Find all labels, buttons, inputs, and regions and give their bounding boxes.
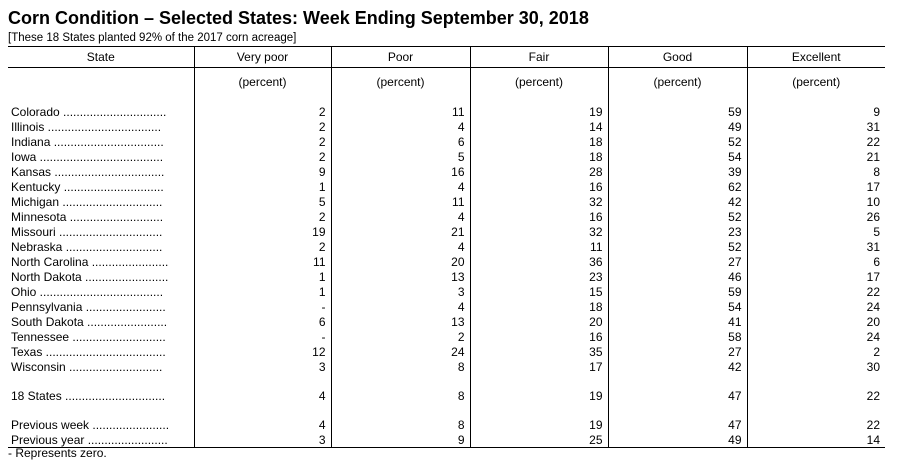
cell-very-poor: 9 (194, 164, 331, 179)
cell-fair: 28 (470, 164, 608, 179)
cell-very-poor: 1 (194, 179, 331, 194)
cell-very-poor: 2 (194, 149, 331, 164)
state-name: Kansas ................................. (11, 164, 165, 179)
state-name: Nebraska ............................. (11, 239, 163, 254)
table-row (8, 284, 885, 299)
cell-very-poor: 1 (194, 284, 331, 299)
cell-excellent: 14 (747, 432, 885, 448)
cell-good: 49 (608, 119, 747, 134)
state-name: Missouri ............................... (11, 224, 163, 239)
state-name: 18 States .............................. (11, 388, 166, 403)
table-row (8, 269, 885, 284)
cell-poor: 13 (331, 314, 470, 329)
cell-good: 47 (608, 388, 747, 403)
cell-poor: 11 (331, 194, 470, 209)
table-row (8, 164, 885, 179)
cell-good: 54 (608, 299, 747, 314)
cell-good: 59 (608, 284, 747, 299)
state-name: North Carolina ....................... (11, 254, 169, 269)
table-row (8, 314, 885, 329)
cell-very-poor: 1 (194, 269, 331, 284)
cell-good: 52 (608, 134, 747, 149)
cell-very-poor: - (194, 299, 331, 314)
state-name: Indiana ................................. (11, 134, 164, 149)
cell-very-poor: 6 (194, 314, 331, 329)
cell-good: 42 (608, 194, 747, 209)
cell-very-poor: 12 (194, 344, 331, 359)
cell-excellent: 9 (747, 104, 885, 119)
cell-poor: 2 (331, 329, 470, 344)
units-row (8, 68, 885, 97)
cell-good: 39 (608, 164, 747, 179)
cell-excellent: 22 (747, 417, 885, 432)
cell-poor: 4 (331, 299, 470, 314)
cell-good: 52 (608, 209, 747, 224)
cell-very-poor: 2 (194, 134, 331, 149)
table-row (8, 224, 885, 239)
spacer-row (8, 403, 885, 417)
cell-excellent: 6 (747, 254, 885, 269)
corn-condition-table (8, 46, 885, 448)
table-row (8, 329, 885, 344)
column-header-state: State (8, 47, 194, 68)
cell-very-poor: 3 (194, 432, 331, 448)
cell-excellent: 31 (747, 119, 885, 134)
table-row (8, 149, 885, 164)
table-row (8, 299, 885, 314)
table-row (8, 119, 885, 134)
cell-good: 52 (608, 239, 747, 254)
cell-poor: 16 (331, 164, 470, 179)
state-name: Minnesota ............................ (11, 209, 164, 224)
cell-very-poor: 4 (194, 417, 331, 432)
footnote: - Represents zero. (8, 446, 107, 460)
unit-label: (percent) (331, 68, 470, 97)
cell-excellent: 10 (747, 194, 885, 209)
cell-fair: 25 (470, 432, 608, 448)
cell-excellent: 17 (747, 269, 885, 284)
cell-poor: 9 (331, 432, 470, 448)
table-title: Corn Condition – Selected States: Week Ending September 30, 2018 (8, 8, 589, 28)
cell-fair: 18 (470, 134, 608, 149)
cell-fair: 16 (470, 179, 608, 194)
cell-excellent: 22 (747, 134, 885, 149)
cell-good: 46 (608, 269, 747, 284)
cell-excellent: 20 (747, 314, 885, 329)
cell-good: 27 (608, 254, 747, 269)
spacer-row (8, 374, 885, 388)
unit-label: (percent) (470, 68, 608, 97)
previous-year-row (8, 432, 885, 448)
table-row (8, 179, 885, 194)
column-header-fair: Fair (470, 47, 608, 68)
state-name: Previous week ....................... (11, 417, 170, 432)
state-name: Tennessee ............................ (11, 329, 166, 344)
cell-fair: 32 (470, 194, 608, 209)
cell-fair: 32 (470, 224, 608, 239)
cell-poor: 4 (331, 179, 470, 194)
state-name: Wisconsin ............................ (11, 359, 163, 374)
cell-excellent: 22 (747, 388, 885, 403)
cell-good: 47 (608, 417, 747, 432)
state-name: Previous year ........................ (8, 432, 194, 448)
table-subtitle: [These 18 States planted 92% of the 2017 corn acreage] (8, 32, 297, 44)
cell-excellent: 26 (747, 209, 885, 224)
state-name: Colorado ............................... (11, 104, 167, 119)
cell-fair: 19 (470, 388, 608, 403)
column-header-poor: Poor (331, 47, 470, 68)
state-name: Michigan .............................. (11, 194, 163, 209)
cell-very-poor: 2 (194, 104, 331, 119)
table-row (8, 134, 885, 149)
cell-excellent: 2 (747, 344, 885, 359)
cell-poor: 8 (331, 359, 470, 374)
cell-fair: 19 (470, 104, 608, 119)
cell-poor: 6 (331, 134, 470, 149)
cell-excellent: 8 (747, 164, 885, 179)
header-row (8, 47, 885, 68)
state-name: Iowa ..................................... (11, 149, 164, 164)
state-name: Pennsylvania ........................ (11, 299, 166, 314)
cell-fair: 20 (470, 314, 608, 329)
cell-very-poor: 19 (194, 224, 331, 239)
cell-poor: 24 (331, 344, 470, 359)
table-row (8, 254, 885, 269)
cell-excellent: 22 (747, 284, 885, 299)
cell-very-poor: 4 (194, 388, 331, 403)
state-name: North Dakota ......................... (11, 269, 169, 284)
cell-good: 54 (608, 149, 747, 164)
total-row (8, 388, 885, 403)
cell-fair: 19 (470, 417, 608, 432)
table-row (8, 194, 885, 209)
cell-excellent: 30 (747, 359, 885, 374)
cell-excellent: 21 (747, 149, 885, 164)
cell-poor: 3 (331, 284, 470, 299)
cell-good: 41 (608, 314, 747, 329)
state-name: South Dakota ........................ (11, 314, 168, 329)
cell-excellent: 24 (747, 299, 885, 314)
state-name: Ohio ..................................... (11, 284, 164, 299)
cell-good: 27 (608, 344, 747, 359)
table-row (8, 239, 885, 254)
cell-poor: 5 (331, 149, 470, 164)
state-name: Kentucky .............................. (11, 179, 164, 194)
cell-excellent: 31 (747, 239, 885, 254)
cell-very-poor: - (194, 329, 331, 344)
unit-label: (percent) (608, 68, 747, 97)
table-row (8, 209, 885, 224)
column-header-very-poor: Very poor (194, 47, 331, 68)
cell-poor: 4 (331, 239, 470, 254)
cell-good: 23 (608, 224, 747, 239)
column-header-good: Good (608, 47, 747, 68)
cell-fair: 16 (470, 329, 608, 344)
table-row (8, 359, 885, 374)
unit-label: (percent) (747, 68, 885, 97)
cell-good: 58 (608, 329, 747, 344)
cell-fair: 18 (470, 149, 608, 164)
cell-very-poor: 5 (194, 194, 331, 209)
cell-fair: 36 (470, 254, 608, 269)
cell-fair: 11 (470, 239, 608, 254)
cell-good: 49 (608, 432, 747, 448)
cell-very-poor: 2 (194, 209, 331, 224)
cell-good: 42 (608, 359, 747, 374)
cell-excellent: 5 (747, 224, 885, 239)
cell-fair: 18 (470, 299, 608, 314)
cell-poor: 8 (331, 388, 470, 403)
cell-fair: 35 (470, 344, 608, 359)
state-name: Texas .................................... (11, 344, 166, 359)
cell-poor: 4 (331, 209, 470, 224)
state-name: Illinois .................................. (11, 119, 162, 134)
cell-fair: 16 (470, 209, 608, 224)
cell-fair: 23 (470, 269, 608, 284)
cell-poor: 8 (331, 417, 470, 432)
table-row (8, 104, 885, 119)
cell-poor: 20 (331, 254, 470, 269)
cell-excellent: 17 (747, 179, 885, 194)
cell-good: 62 (608, 179, 747, 194)
cell-poor: 4 (331, 119, 470, 134)
cell-poor: 13 (331, 269, 470, 284)
cell-very-poor: 11 (194, 254, 331, 269)
cell-poor: 21 (331, 224, 470, 239)
previous-week-row (8, 417, 885, 432)
cell-fair: 14 (470, 119, 608, 134)
cell-fair: 17 (470, 359, 608, 374)
cell-very-poor: 2 (194, 239, 331, 254)
cell-poor: 11 (331, 104, 470, 119)
spacer-row (8, 96, 885, 104)
cell-very-poor: 3 (194, 359, 331, 374)
cell-good: 59 (608, 104, 747, 119)
table-row (8, 344, 885, 359)
cell-very-poor: 2 (194, 119, 331, 134)
unit-label: (percent) (194, 68, 331, 97)
column-header-excellent: Excellent (747, 47, 885, 68)
cell-excellent: 24 (747, 329, 885, 344)
cell-fair: 15 (470, 284, 608, 299)
